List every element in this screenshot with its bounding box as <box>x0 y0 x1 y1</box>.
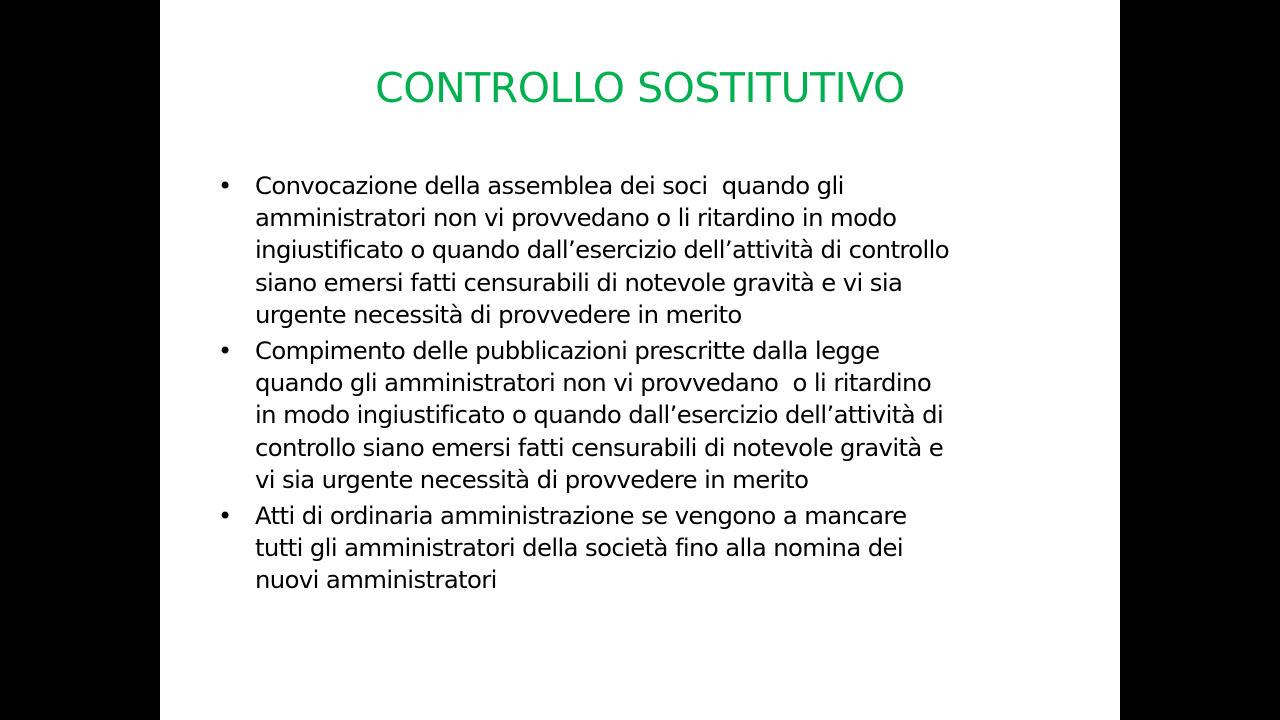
bullet-text-line: controllo siano emersi fatti censurabili di notevole gravità e <box>255 432 944 462</box>
bullet-text-line: vi sia urgente necessità di provvedere in merito <box>255 464 809 494</box>
bullet-item <box>218 335 1078 496</box>
bullet-text-line: Convocazione della assemblea dei soci quando gli <box>255 171 844 200</box>
slide-title: CONTROLLO SOSTITUTIVO <box>375 64 905 112</box>
bullet-item <box>218 170 1078 331</box>
presentation-slide <box>160 0 1120 720</box>
bullet-text-line: tutti gli amministratori della società fino alla nomina dei <box>255 533 904 563</box>
bullet-text-line: in modo ingiustificato o quando dall’esercizio dell’attività di <box>255 400 944 430</box>
bullet-text-line: ingiustificato o quando dall’esercizio dell’attività di controllo <box>255 235 950 265</box>
bullet-text-line: Compimento delle pubblicazioni prescritte dalla legge <box>255 336 880 366</box>
bullet-text-line: quando gli amministratori non vi provvedano o li ritardino <box>255 368 932 398</box>
bullet-text-line: amministratori non vi provvedano o li ritardino in modo <box>255 203 897 233</box>
bullet-item <box>218 500 1078 597</box>
bullet-text-line: Atti di ordinaria amministrazione se vengono a mancare <box>255 501 907 531</box>
bullet-dot-icon: • <box>218 172 232 200</box>
bullet-dot-icon: • <box>218 337 232 366</box>
bullet-text-line: urgente necessità di provvedere in merito <box>255 299 742 329</box>
bullet-text-line: nuovi amministratori <box>255 565 497 595</box>
bullet-dot-icon: • <box>218 502 232 531</box>
bullet-list <box>218 170 1078 601</box>
bullet-text-line: siano emersi fatti censurabili di notevole gravità e vi sia <box>255 267 903 297</box>
